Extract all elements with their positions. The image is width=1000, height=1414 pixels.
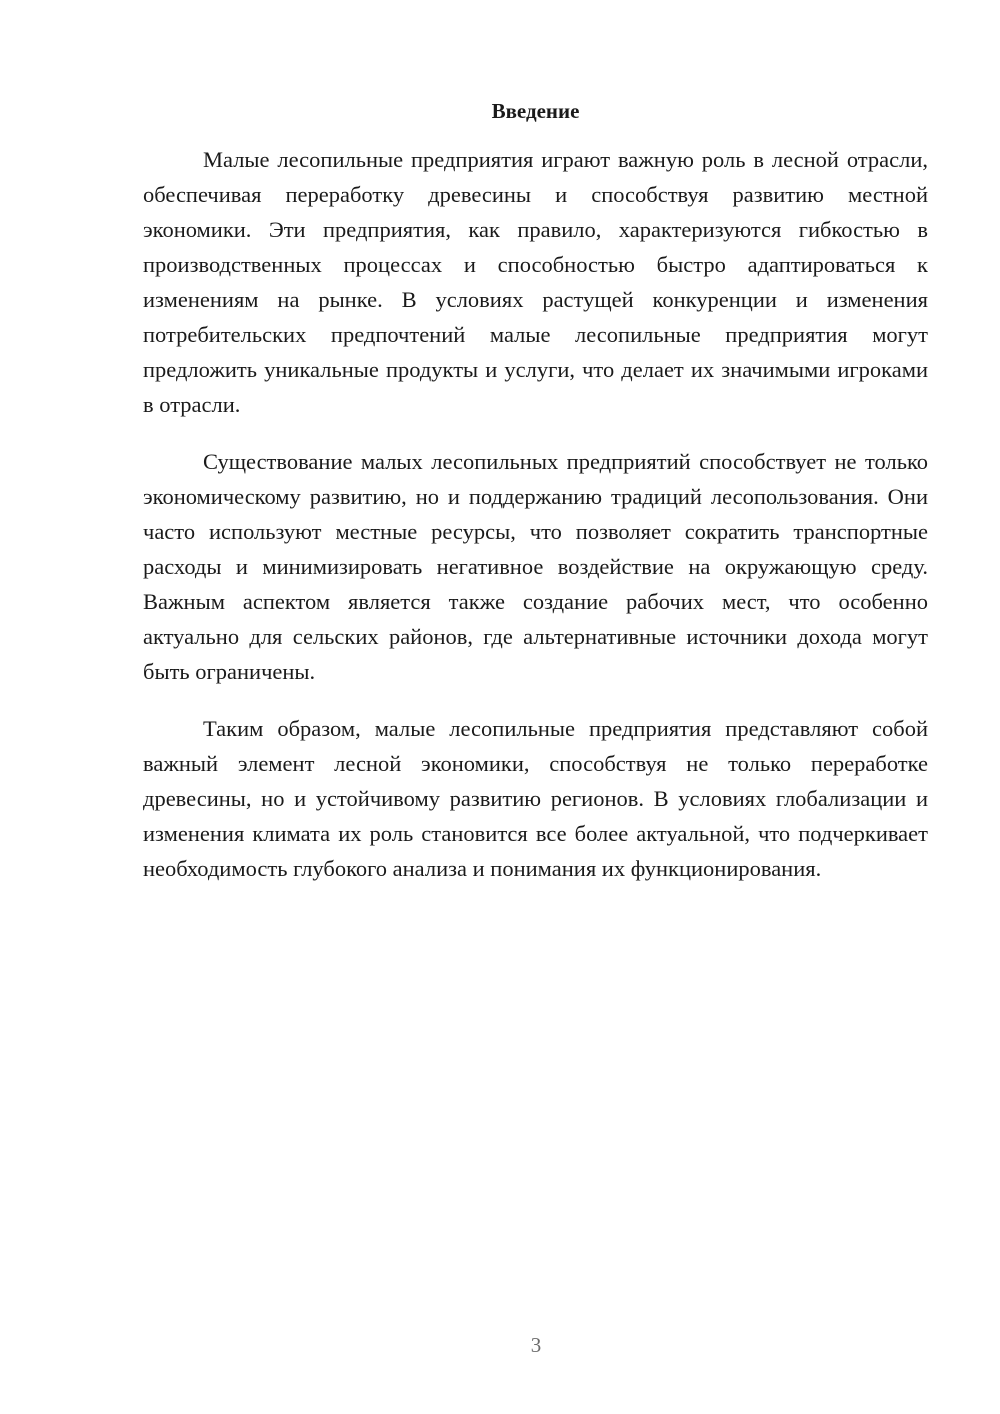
- page-number: 3: [530, 1333, 542, 1357]
- body-text: [143, 142, 928, 886]
- paragraph-3: Таким образом, малые лесопильные предприятия представляют собой важный элемент лесной экономики, способствуя не только переработке древесины, но и устойчивому развитию регионов. В условиях глобализации и изменения климата их роль становится все более актуальной, что подчеркивает необходимость глубокого анализа и понимания их функционирования.: [143, 716, 928, 881]
- paragraph-1: Малые лесопильные предприятия играют важную роль в лесной отрасли, обеспечивая переработку древесины и способствуя развитию местной экономики. Эти предприятия, как правило, характеризуются гибкостью в производственных процессах и способностью быстро адаптироваться к изменениям на рынке. В условиях растущей конкуренции и изменения потребительских предпочтений малые лесопильные предприятия могут предложить уникальные продукты и услуги, что делает их значимыми игроками в отрасли.: [143, 147, 928, 417]
- section-heading: Введение: [491, 99, 580, 123]
- paragraph-2: Существование малых лесопильных предприятий способствует не только экономическому развитию, но и поддержанию традиций лесопользования. Они часто используют местные ресурсы, что позволяет сократить транспортные расходы и минимизировать негативное воздействие на окружающую среду. Важным аспектом является также создание рабочих мест, что особенно актуально для сельских районов, где альтернативные источники дохода могут быть ограничены.: [143, 449, 928, 684]
